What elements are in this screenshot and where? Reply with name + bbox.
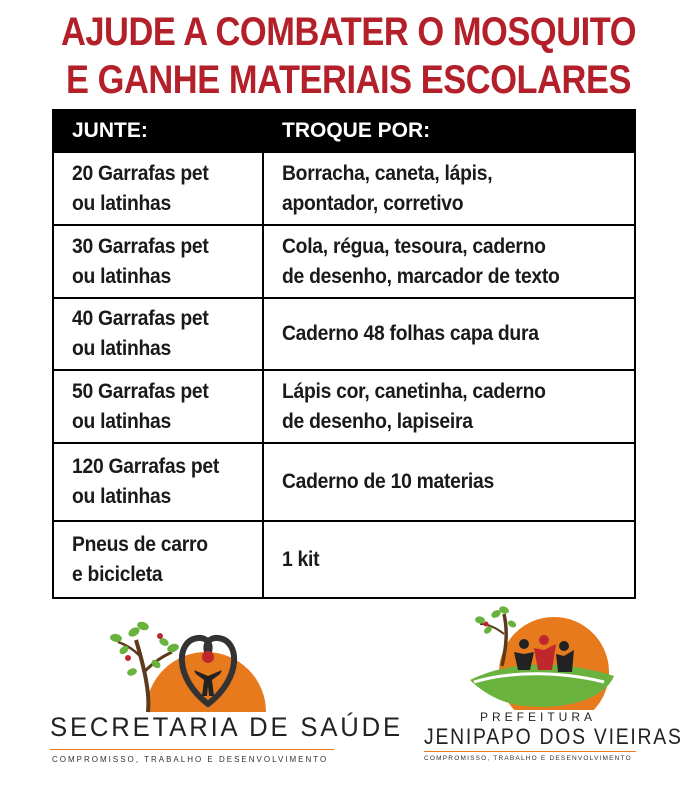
- column-header-exchange: TROQUE POR:: [263, 110, 635, 152]
- exchange-cell: [263, 521, 635, 598]
- exchange-line: Cola, régua, tesoura, caderno: [282, 234, 546, 258]
- collect-line: ou latinhas: [72, 337, 171, 360]
- exchange-table: [52, 109, 636, 599]
- headline-line-1: AJUDE A COMBATER O MOSQUITO: [60, 10, 637, 54]
- exchange-cell: [263, 225, 635, 298]
- table-row: [53, 443, 635, 521]
- collect-cell: [53, 152, 263, 225]
- table-row: [53, 225, 635, 298]
- table-row: [53, 152, 635, 225]
- collect-line: ou latinhas: [72, 264, 171, 288]
- exchange-line: apontador, corretivo: [282, 191, 464, 215]
- people-sun-hill-tree-icon: [414, 600, 654, 710]
- exchange-line: Borracha, caneta, lápis,: [282, 161, 493, 185]
- secretaria-saude-logo: [48, 612, 403, 782]
- exchange-line: de desenho, marcador de texto: [282, 264, 560, 288]
- table-row: [53, 521, 635, 598]
- headline: [49, 8, 648, 104]
- exchange-cell: [263, 152, 635, 225]
- collect-line: ou latinhas: [72, 485, 171, 508]
- prefeitura-tagline: COMPROMISSO, TRABALHO E DESENVOLVIMENTO: [424, 755, 632, 762]
- secretaria-name: SECRETARIA DE SAÚDE: [50, 712, 403, 742]
- collect-line: ou latinhas: [72, 191, 171, 215]
- collect-line: 40 Garrafas pet: [72, 307, 209, 330]
- collect-cell: [53, 443, 263, 521]
- exchange-line: Lápis cor, canetinha, caderno: [282, 379, 546, 403]
- prefeitura-name: JENIPAPO DOS VIEIRAS: [424, 724, 683, 749]
- prefeitura-prefix: PREFEITURA: [480, 710, 597, 724]
- collect-line: Pneus de carro: [72, 532, 208, 556]
- secretaria-tagline: COMPROMISSO, TRABALHO E DESENVOLVIMENTO: [52, 755, 329, 764]
- prefeitura-logo: [414, 600, 683, 780]
- exchange-cell: [263, 298, 635, 370]
- logo-divider: [424, 751, 636, 752]
- collect-cell: [53, 521, 263, 598]
- collect-line: 20 Garrafas pet: [72, 161, 209, 185]
- exchange-line: 1 kit: [282, 547, 320, 571]
- logo-divider: [50, 749, 334, 750]
- table-row: [53, 370, 635, 443]
- column-header-collect: JUNTE:: [53, 110, 263, 152]
- collect-cell: [53, 225, 263, 298]
- collect-line: ou latinhas: [72, 409, 171, 433]
- headline-line-2: E GANHE MATERIAIS ESCOLARES: [66, 58, 631, 102]
- table-row: [53, 298, 635, 370]
- exchange-line: Caderno 48 folhas capa dura: [282, 322, 539, 345]
- collect-line: 50 Garrafas pet: [72, 379, 209, 403]
- collect-cell: [53, 370, 263, 443]
- exchange-line: Caderno de 10 materias: [282, 470, 494, 493]
- collect-line: e bicicleta: [72, 562, 163, 586]
- collect-line: 120 Garrafas pet: [72, 455, 220, 478]
- exchange-line: de desenho, lapiseira: [282, 409, 473, 433]
- exchange-cell: [263, 370, 635, 443]
- collect-cell: [53, 298, 263, 370]
- table-header-row: [53, 110, 635, 152]
- collect-line: 30 Garrafas pet: [72, 234, 209, 258]
- exchange-cell: [263, 443, 635, 521]
- heart-figure-sun-tree-icon: [48, 612, 338, 722]
